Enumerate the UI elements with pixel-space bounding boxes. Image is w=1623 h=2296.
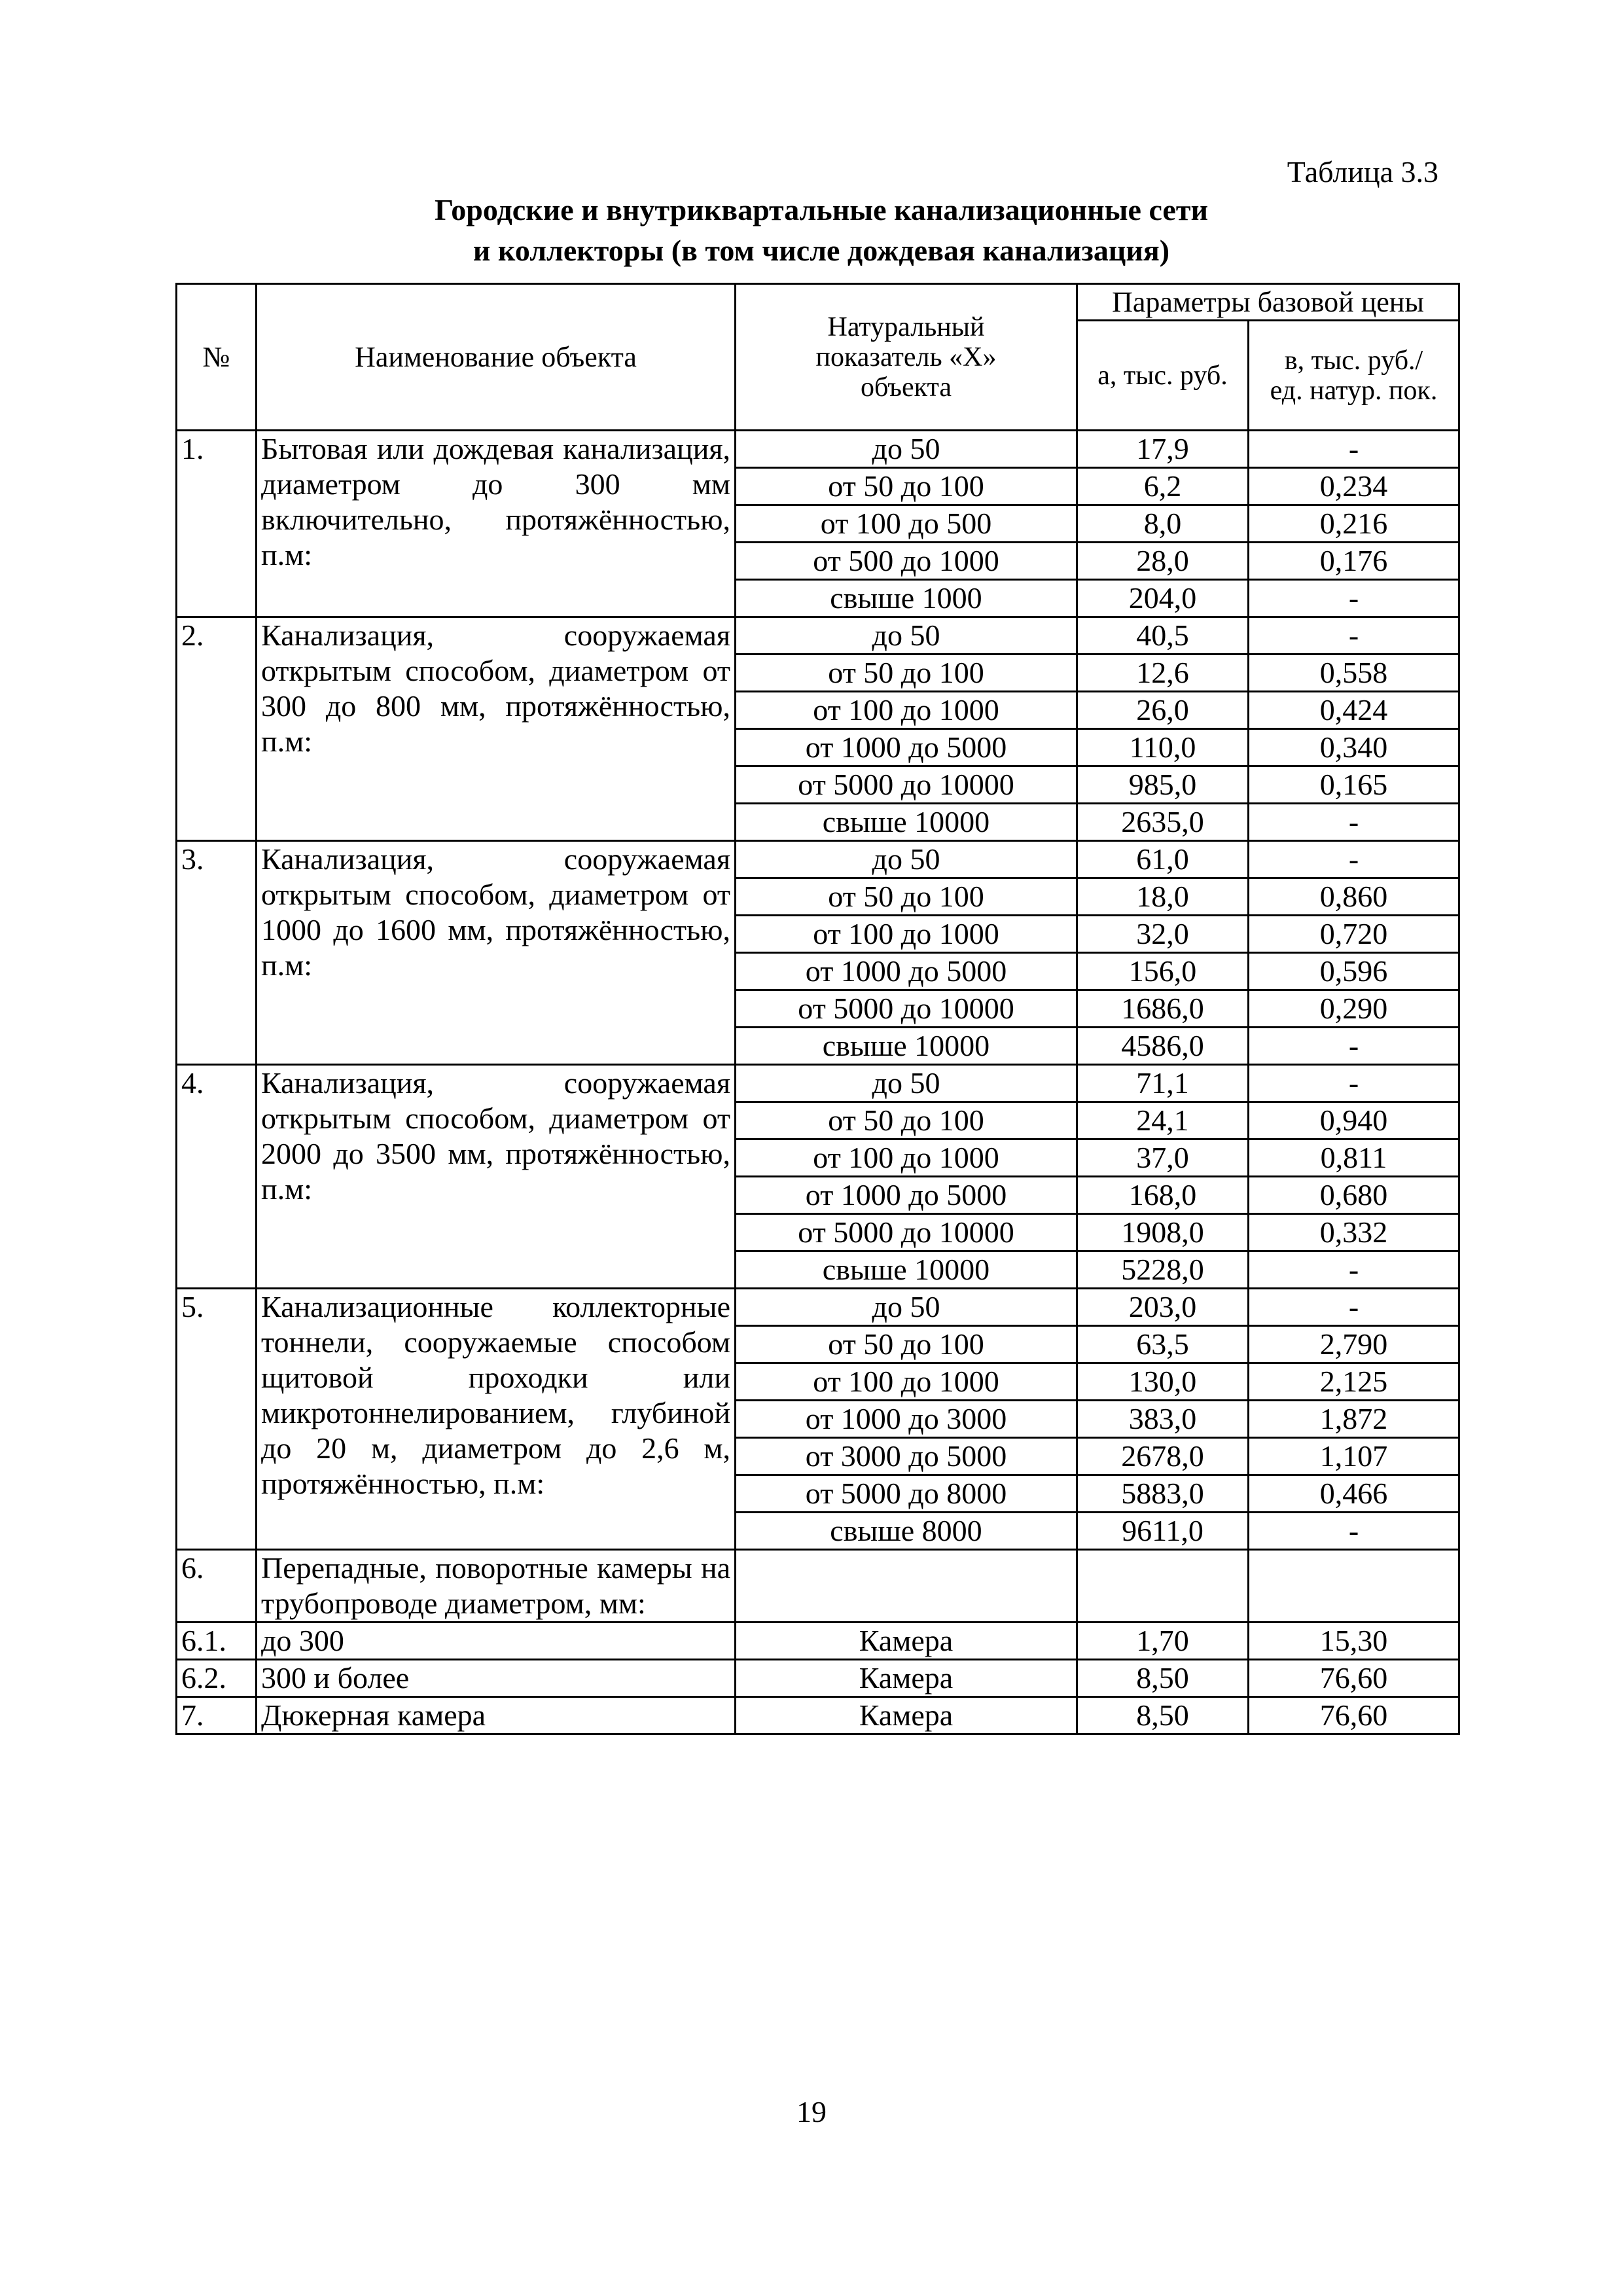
indicator-range: свыше 10000 bbox=[736, 804, 1077, 841]
param-b-value: 0,165 bbox=[1249, 766, 1459, 804]
row-number: 7. bbox=[177, 1697, 257, 1734]
indicator-range: свыше 10000 bbox=[736, 1251, 1077, 1289]
object-name: Перепадные, поворотные камеры на трубопроводе диаметром, мм: bbox=[257, 1550, 736, 1623]
indicator-range: от 100 до 1000 bbox=[736, 1363, 1077, 1401]
param-a-value: 5228,0 bbox=[1077, 1251, 1249, 1289]
param-b-value: 0,340 bbox=[1249, 729, 1459, 766]
table-row bbox=[177, 431, 1459, 468]
param-a-value: 71,1 bbox=[1077, 1065, 1249, 1102]
param-a-value: 2635,0 bbox=[1077, 804, 1249, 841]
table-title-line-2: и коллекторы (в том числе дождевая канализация) bbox=[473, 234, 1170, 267]
param-a-value: 9611,0 bbox=[1077, 1513, 1249, 1550]
param-a-value bbox=[1077, 1550, 1249, 1623]
param-b-value: 0,290 bbox=[1249, 990, 1459, 1028]
param-a-value: 1686,0 bbox=[1077, 990, 1249, 1028]
indicator-range: от 50 до 100 bbox=[736, 1102, 1077, 1139]
param-a-value: 110,0 bbox=[1077, 729, 1249, 766]
table-body bbox=[177, 431, 1459, 1734]
row-number: 6.2. bbox=[177, 1660, 257, 1697]
indicator-range: от 1000 до 3000 bbox=[736, 1401, 1077, 1438]
indicator-range: от 3000 до 5000 bbox=[736, 1438, 1077, 1475]
param-b-value: - bbox=[1249, 617, 1459, 655]
param-a-value: 12,6 bbox=[1077, 655, 1249, 692]
param-b-value: 2,125 bbox=[1249, 1363, 1459, 1401]
param-a-value: 130,0 bbox=[1077, 1363, 1249, 1401]
param-b-value: - bbox=[1249, 1289, 1459, 1326]
row-number: 6.1. bbox=[177, 1623, 257, 1660]
indicator-range: до 50 bbox=[736, 841, 1077, 878]
param-b-value: - bbox=[1249, 580, 1459, 617]
param-b-value: - bbox=[1249, 1251, 1459, 1289]
param-a-value: 6,2 bbox=[1077, 468, 1249, 505]
param-a-value: 2678,0 bbox=[1077, 1438, 1249, 1475]
indicator-range: свыше 10000 bbox=[736, 1028, 1077, 1065]
table-title-line-1: Городские и внутриквартальные канализационные сети bbox=[435, 193, 1208, 226]
indicator-range bbox=[736, 1550, 1077, 1623]
param-b-value: 0,720 bbox=[1249, 916, 1459, 953]
indicator-range: до 50 bbox=[736, 1289, 1077, 1326]
indicator-range: от 100 до 1000 bbox=[736, 916, 1077, 953]
param-a-value: 17,9 bbox=[1077, 431, 1249, 468]
price-table bbox=[175, 283, 1460, 1735]
param-b-value: - bbox=[1249, 431, 1459, 468]
param-b-value: 0,234 bbox=[1249, 468, 1459, 505]
indicator-range: от 100 до 1000 bbox=[736, 692, 1077, 729]
param-a-value: 26,0 bbox=[1077, 692, 1249, 729]
param-b-value: 0,466 bbox=[1249, 1475, 1459, 1513]
table-row bbox=[177, 617, 1459, 655]
param-b-value: - bbox=[1249, 1065, 1459, 1102]
param-b-value: 0,558 bbox=[1249, 655, 1459, 692]
param-b-value: 1,107 bbox=[1249, 1438, 1459, 1475]
param-b-value: 0,940 bbox=[1249, 1102, 1459, 1139]
param-a-value: 204,0 bbox=[1077, 580, 1249, 617]
param-b-value: 76,60 bbox=[1249, 1697, 1459, 1734]
param-b-value: 0,424 bbox=[1249, 692, 1459, 729]
header-a: а, тыс. руб. bbox=[1077, 321, 1249, 431]
param-a-value: 24,1 bbox=[1077, 1102, 1249, 1139]
indicator-range: от 1000 до 5000 bbox=[736, 729, 1077, 766]
param-a-value: 203,0 bbox=[1077, 1289, 1249, 1326]
row-number: 5. bbox=[177, 1289, 257, 1550]
param-a-value: 28,0 bbox=[1077, 543, 1249, 580]
param-b-value: 76,60 bbox=[1249, 1660, 1459, 1697]
param-b-value: 0,596 bbox=[1249, 953, 1459, 990]
indicator-range: от 50 до 100 bbox=[736, 878, 1077, 916]
indicator-range: свыше 1000 bbox=[736, 580, 1077, 617]
indicator-range: от 5000 до 10000 bbox=[736, 1214, 1077, 1251]
param-b-value: 1,872 bbox=[1249, 1401, 1459, 1438]
object-name: до 300 bbox=[257, 1623, 736, 1660]
param-a-value: 156,0 bbox=[1077, 953, 1249, 990]
indicator-range: от 100 до 1000 bbox=[736, 1139, 1077, 1177]
param-a-value: 1,70 bbox=[1077, 1623, 1249, 1660]
indicator-range: от 500 до 1000 bbox=[736, 543, 1077, 580]
indicator-range: от 5000 до 8000 bbox=[736, 1475, 1077, 1513]
indicator-range: от 50 до 100 bbox=[736, 1326, 1077, 1363]
param-b-value: 2,790 bbox=[1249, 1326, 1459, 1363]
indicator-unit: Камера bbox=[736, 1697, 1077, 1734]
indicator-range: свыше 8000 bbox=[736, 1513, 1077, 1550]
param-a-value: 8,50 bbox=[1077, 1660, 1249, 1697]
row-number: 4. bbox=[177, 1065, 257, 1289]
param-b-value: 0,680 bbox=[1249, 1177, 1459, 1214]
header-num: № bbox=[177, 284, 257, 431]
indicator-unit: Камера bbox=[736, 1660, 1077, 1697]
row-number: 2. bbox=[177, 617, 257, 841]
object-name: Канализация, сооружаемая открытым способом, диаметром от 300 до 800 мм, протяжённостью, п.м: bbox=[257, 617, 736, 841]
param-a-value: 985,0 bbox=[1077, 766, 1249, 804]
param-a-value: 383,0 bbox=[1077, 1401, 1249, 1438]
param-a-value: 168,0 bbox=[1077, 1177, 1249, 1214]
param-a-value: 8,0 bbox=[1077, 505, 1249, 543]
param-b-value: 0,860 bbox=[1249, 878, 1459, 916]
param-a-value: 40,5 bbox=[1077, 617, 1249, 655]
table-row bbox=[177, 1623, 1459, 1660]
table-title bbox=[0, 190, 1623, 271]
object-name: 300 и более bbox=[257, 1660, 736, 1697]
param-b-value: 0,811 bbox=[1249, 1139, 1459, 1177]
object-name: Канализация, сооружаемая открытым способом, диаметром от 2000 до 3500 мм, протяжённостью, п.м: bbox=[257, 1065, 736, 1289]
indicator-range: от 1000 до 5000 bbox=[736, 953, 1077, 990]
object-name: Канализационные коллекторные тоннели, сооружаемые способом щитовой проходки или микротоннелированием, глубиной до 20 м, диаметром до 2,6 м, протяжённостью, п.м: bbox=[257, 1289, 736, 1550]
indicator-range: от 5000 до 10000 bbox=[736, 766, 1077, 804]
param-b-value: - bbox=[1249, 1028, 1459, 1065]
table-row bbox=[177, 1697, 1459, 1734]
indicator-range: от 100 до 500 bbox=[736, 505, 1077, 543]
indicator-range: от 50 до 100 bbox=[736, 468, 1077, 505]
indicator-range: до 50 bbox=[736, 431, 1077, 468]
param-b-value: 0,216 bbox=[1249, 505, 1459, 543]
param-b-value: 15,30 bbox=[1249, 1623, 1459, 1660]
param-a-value: 18,0 bbox=[1077, 878, 1249, 916]
param-a-value: 63,5 bbox=[1077, 1326, 1249, 1363]
param-a-value: 1908,0 bbox=[1077, 1214, 1249, 1251]
header-name: Наименование объекта bbox=[257, 284, 736, 431]
object-name: Бытовая или дождевая канализация, диаметром до 300 мм включительно, протяжённостью, п.м: bbox=[257, 431, 736, 617]
param-a-value: 8,50 bbox=[1077, 1697, 1249, 1734]
row-number: 6. bbox=[177, 1550, 257, 1623]
param-a-value: 5883,0 bbox=[1077, 1475, 1249, 1513]
table-row bbox=[177, 1065, 1459, 1102]
page-number: 19 bbox=[796, 2095, 827, 2128]
indicator-range: от 1000 до 5000 bbox=[736, 1177, 1077, 1214]
table-row bbox=[177, 1289, 1459, 1326]
table-row bbox=[177, 1550, 1459, 1623]
header-params: Параметры базовой цены bbox=[1077, 284, 1459, 321]
row-number: 1. bbox=[177, 431, 257, 617]
header-indicator: Натуральный показатель «Х» объекта bbox=[736, 284, 1077, 431]
header-b: в, тыс. руб./ ед. натур. пок. bbox=[1249, 321, 1459, 431]
param-a-value: 37,0 bbox=[1077, 1139, 1249, 1177]
indicator-range: от 50 до 100 bbox=[736, 655, 1077, 692]
table-row bbox=[177, 841, 1459, 878]
param-b-value: - bbox=[1249, 841, 1459, 878]
param-b-value: - bbox=[1249, 1513, 1459, 1550]
object-name: Канализация, сооружаемая открытым способом, диаметром от 1000 до 1600 мм, протяжённостью, п.м: bbox=[257, 841, 736, 1065]
param-b-value: 0,332 bbox=[1249, 1214, 1459, 1251]
row-number: 3. bbox=[177, 841, 257, 1065]
object-name: Дюкерная камера bbox=[257, 1697, 736, 1734]
param-a-value: 32,0 bbox=[1077, 916, 1249, 953]
indicator-unit: Камера bbox=[736, 1623, 1077, 1660]
table-caption: Таблица 3.3 bbox=[1287, 155, 1438, 188]
indicator-range: от 5000 до 10000 bbox=[736, 990, 1077, 1028]
param-a-value: 4586,0 bbox=[1077, 1028, 1249, 1065]
param-a-value: 61,0 bbox=[1077, 841, 1249, 878]
table-row bbox=[177, 1660, 1459, 1697]
indicator-range: до 50 bbox=[736, 1065, 1077, 1102]
table-header bbox=[177, 284, 1459, 431]
indicator-range: до 50 bbox=[736, 617, 1077, 655]
param-b-value bbox=[1249, 1550, 1459, 1623]
param-b-value: - bbox=[1249, 804, 1459, 841]
param-b-value: 0,176 bbox=[1249, 543, 1459, 580]
